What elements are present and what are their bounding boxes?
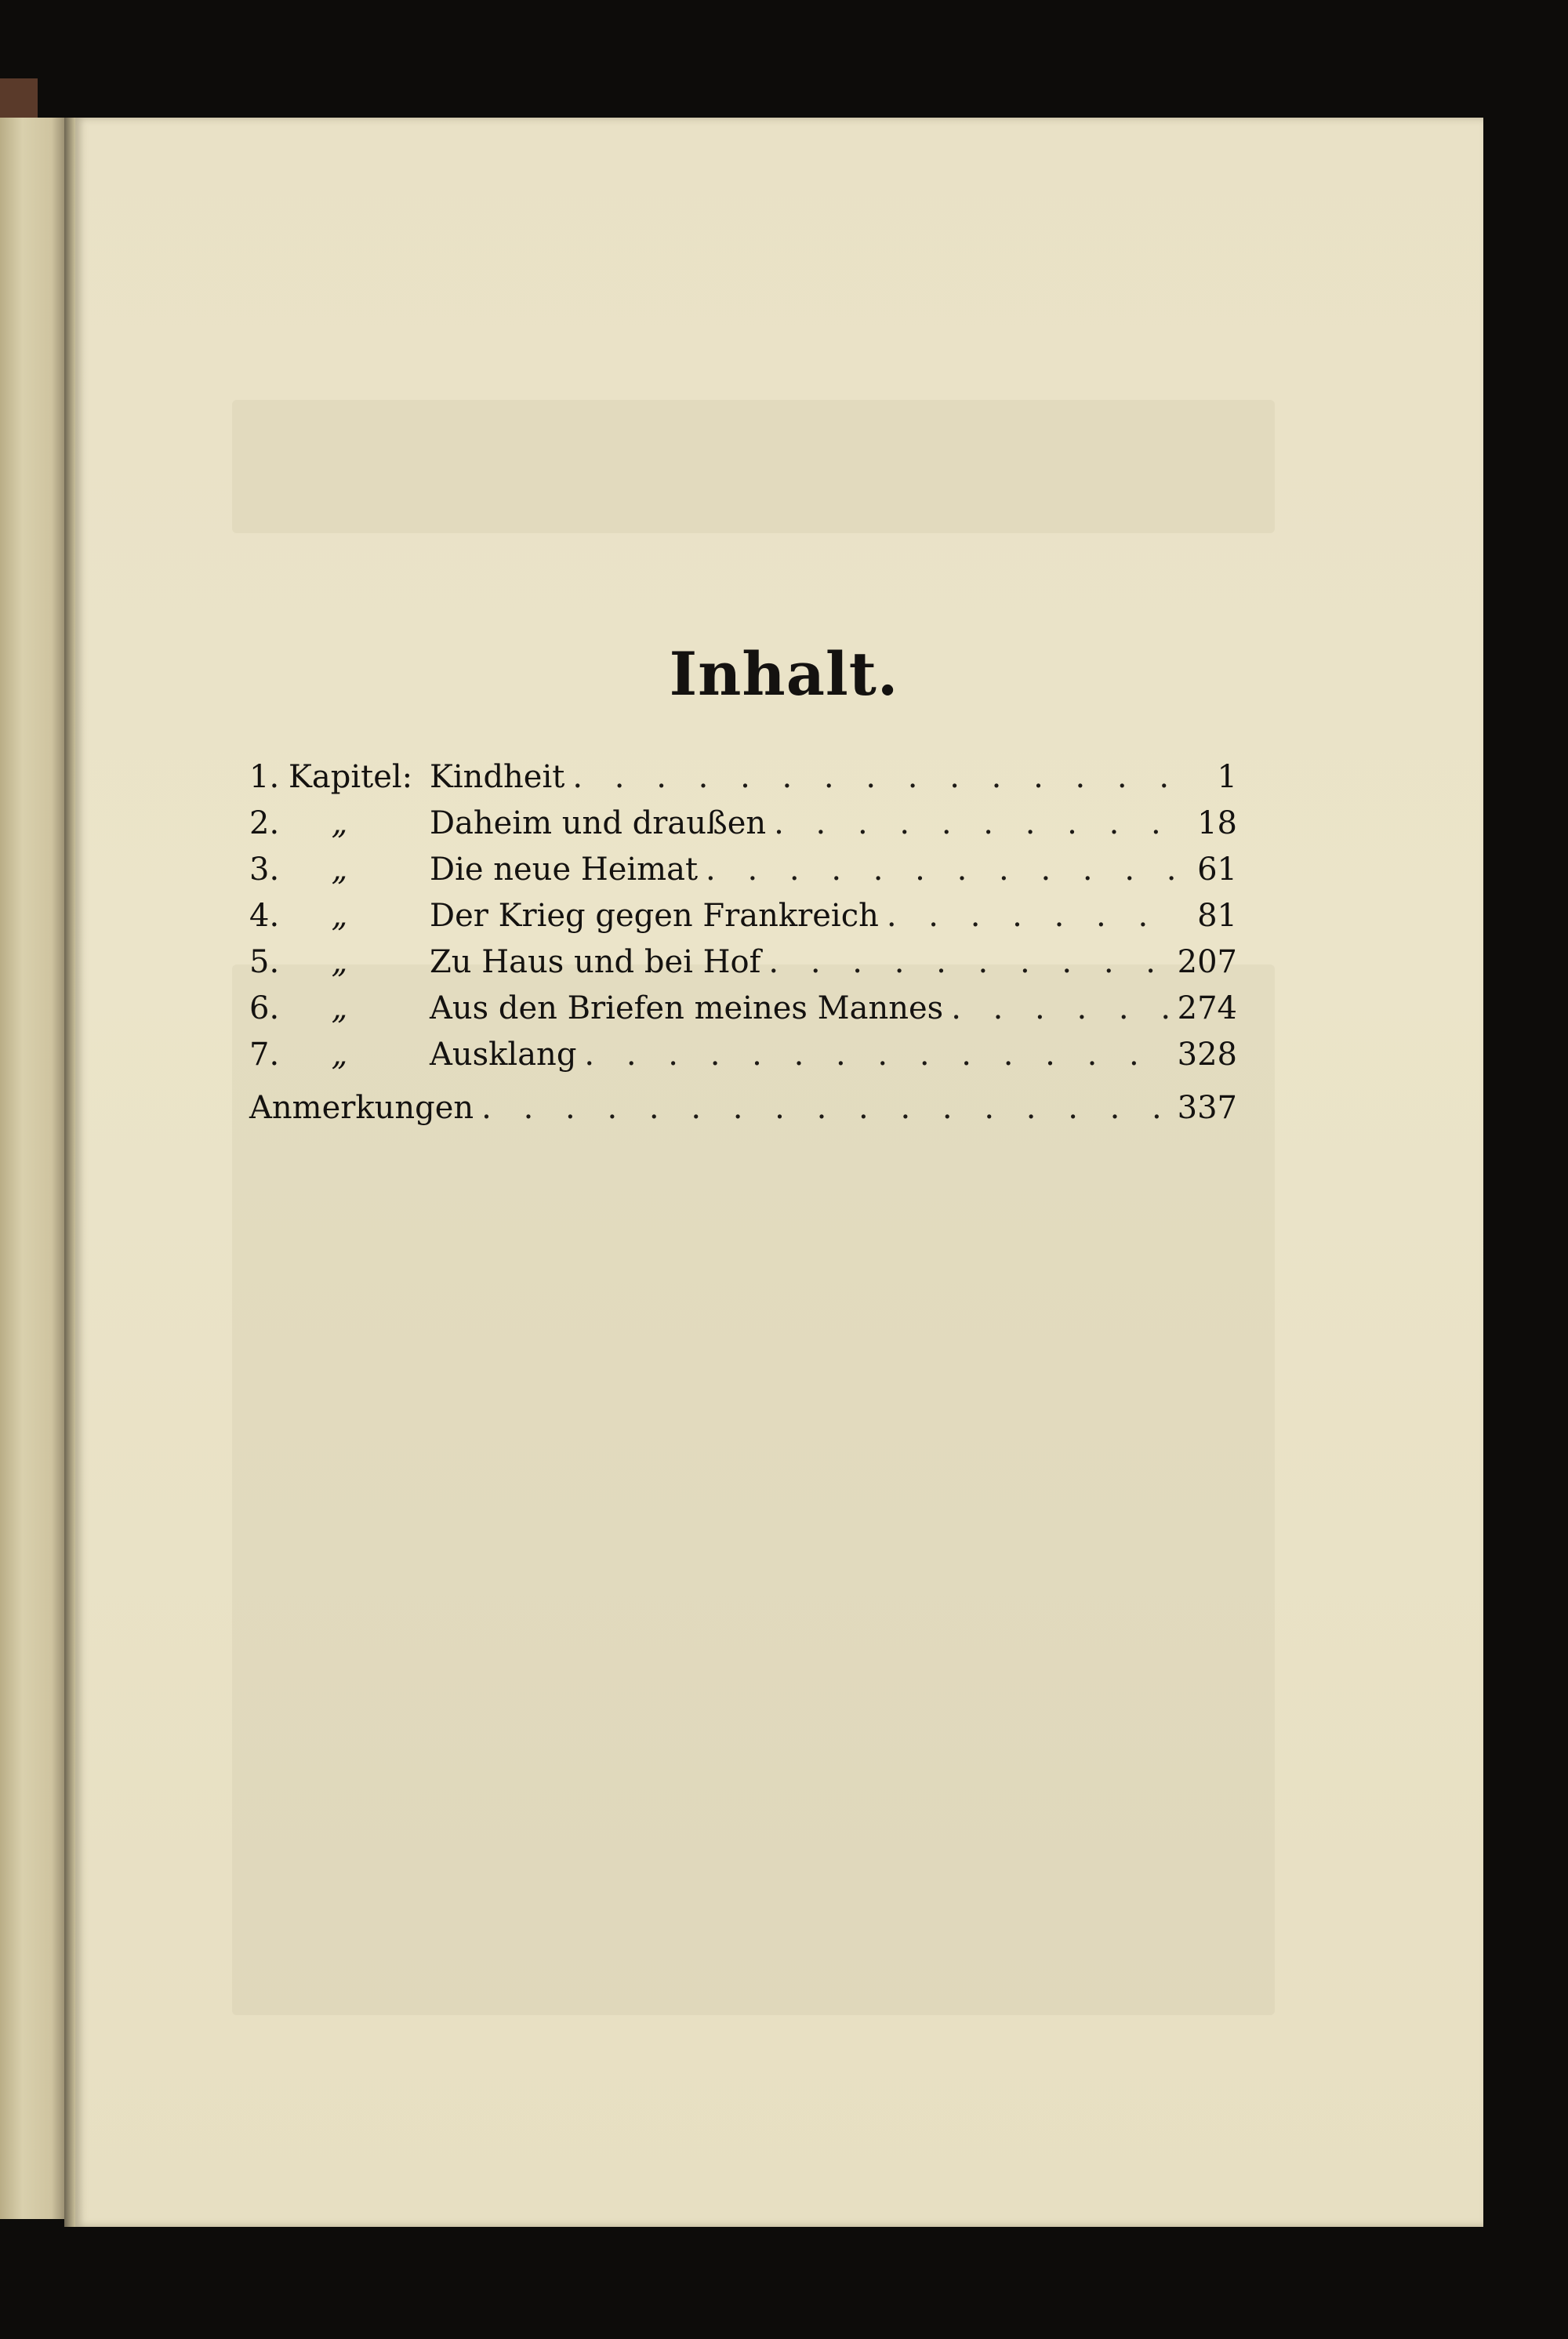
ditto-mark: „ <box>331 990 348 1026</box>
toc-entry <box>249 944 1237 988</box>
page-number: 207 <box>1177 944 1237 980</box>
chapter-title: Daheim und draußen <box>430 805 767 841</box>
book-page <box>75 118 1483 2227</box>
chapter-title: Ausklang <box>430 1037 577 1073</box>
chapter-number: 6. <box>249 990 280 1026</box>
page-number: 337 <box>1177 1090 1237 1126</box>
leader-dots <box>774 805 1178 841</box>
page-title: Inhalt. <box>669 639 899 709</box>
leader-dots <box>951 990 1172 1026</box>
page-number: 81 <box>1197 898 1237 934</box>
chapter-number: 7. <box>249 1037 280 1073</box>
chapter-number: 3. <box>249 852 280 888</box>
leader-dots <box>706 852 1178 888</box>
show-through-block <box>232 400 1275 533</box>
chapter-number: 5. <box>249 944 280 980</box>
toc-entry <box>249 805 1237 849</box>
ditto-mark: „ <box>331 805 348 841</box>
page-number: 61 <box>1197 852 1237 888</box>
leader-dots <box>887 898 1178 934</box>
ditto-mark: „ <box>331 944 348 980</box>
chapter-prefix: Kapitel: <box>289 759 413 795</box>
toc-entry <box>249 852 1237 895</box>
leader-dots <box>481 1090 1172 1126</box>
appendix-title: Anmerkungen <box>249 1090 474 1126</box>
toc-entry <box>249 898 1237 942</box>
chapter-number: 2. <box>249 805 280 841</box>
leader-dots <box>584 1037 1172 1073</box>
chapter-title: Kindheit <box>430 759 565 795</box>
toc-entry <box>249 759 1237 803</box>
chapter-title: Der Krieg gegen Frankreich <box>430 898 879 934</box>
chapter-title: Zu Haus und bei Hof <box>430 944 761 980</box>
leader-dots <box>572 759 1178 795</box>
page-number: 274 <box>1177 990 1237 1026</box>
toc-appendix <box>249 1090 1237 1134</box>
toc-entry <box>249 1037 1237 1081</box>
chapter-number: 4. <box>249 898 280 934</box>
toc-entry <box>249 990 1237 1034</box>
page-number: 1 <box>1217 759 1237 795</box>
ditto-mark: „ <box>331 852 348 888</box>
leader-dots <box>768 944 1172 980</box>
chapter-title: Aus den Briefen meines Mannes <box>430 990 944 1026</box>
gutter-shadow <box>64 118 75 2227</box>
ditto-mark: „ <box>331 1037 348 1073</box>
page-number: 18 <box>1197 805 1237 841</box>
left-page-edge <box>0 118 64 2219</box>
chapter-number: 1. <box>249 759 280 795</box>
page-number: 328 <box>1177 1037 1237 1073</box>
chapter-title: Die neue Heimat <box>430 852 699 888</box>
ditto-mark: „ <box>331 898 348 934</box>
